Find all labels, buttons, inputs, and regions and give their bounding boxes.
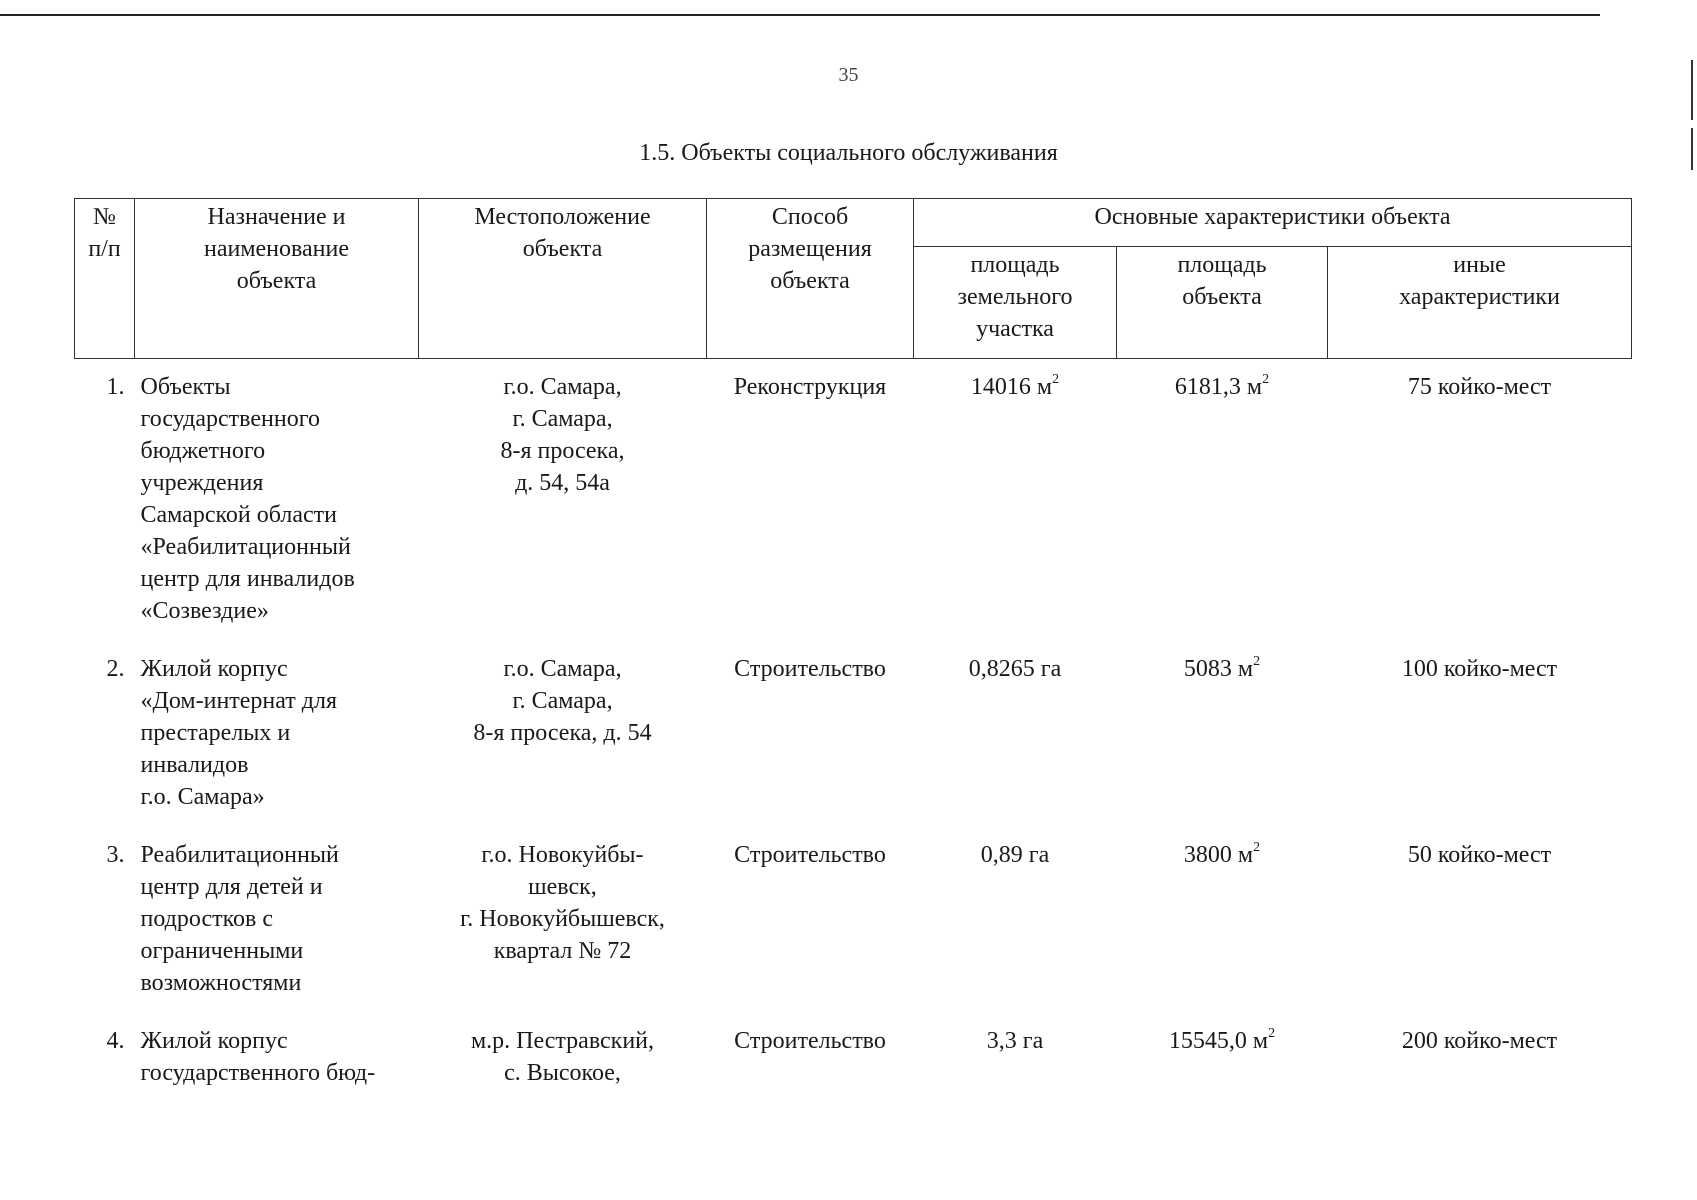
- object-location: г.о. Самара, г. Самара, 8-я просека, д. 54, 54а: [500, 374, 625, 496]
- object-area-unit-exponent: 2: [1253, 654, 1261, 669]
- header-main-characteristics: Основные характеристики объекта: [914, 199, 1632, 247]
- other-characteristics: 100 койко-мест: [1401, 656, 1558, 682]
- other-characteristics: 50 койко-мест: [1407, 842, 1552, 868]
- object-name: Объекты государственного бюджетного учреждения Самарской области «Реабилитационный центр для инвалидов «Созвездие»: [140, 374, 355, 624]
- object-location: г.о. Самара, г. Самара, 8-я просека, д. 54: [473, 656, 652, 746]
- land-area-value: 0,89 га: [980, 842, 1050, 868]
- land-area-cell: [914, 1013, 1117, 1103]
- land-area-value: 3,3 га: [986, 1028, 1044, 1054]
- object-area-unit-exponent: 2: [1262, 372, 1270, 387]
- header-object-area: площадь объекта: [1117, 247, 1328, 359]
- object-name: Жилой корпус «Дом-интернат для престарелых и инвалидов г.о. Самара»: [140, 656, 338, 810]
- header-location: Местоположение объекта: [419, 199, 707, 359]
- object-name: Реабилитационный центр для детей и подростков с ограниченными возможностями: [140, 842, 339, 996]
- land-area-value: 14016 м: [970, 374, 1053, 400]
- placement-method: Строительство: [734, 656, 886, 682]
- object-name: Жилой корпус государственного бюд-: [140, 1028, 376, 1086]
- other-characteristics: 75 койко-мест: [1407, 374, 1552, 400]
- object-area-cell: [1117, 1013, 1328, 1103]
- other-characteristics: 200 койко-мест: [1401, 1028, 1558, 1054]
- object-area-unit-exponent: 2: [1268, 1026, 1276, 1041]
- object-area-value: 6181,3 м: [1174, 374, 1263, 400]
- header-number: № п/п: [75, 199, 135, 359]
- placement-method: Строительство: [734, 1028, 886, 1054]
- object-location: г.о. Новокуйбы- шевск, г. Новокуйбышевск, квартал № 72: [460, 842, 665, 964]
- object-area-cell: [1117, 641, 1328, 827]
- placement-method: Строительство: [734, 842, 886, 868]
- row-number: 2.: [106, 656, 125, 682]
- object-area-value: 3800 м: [1183, 842, 1254, 868]
- object-area-unit-exponent: 2: [1253, 840, 1261, 855]
- table-row: [75, 359, 1632, 642]
- placement-method: Реконструкция: [733, 374, 887, 400]
- table-row: [75, 1013, 1632, 1103]
- row-number: 1.: [106, 374, 125, 400]
- section-title: 1.5. Объекты социального обслуживания: [639, 140, 1058, 166]
- row-number: 3.: [106, 842, 125, 868]
- land-area-cell: [914, 359, 1117, 642]
- header-land-area: площадь земельного участка: [914, 247, 1117, 359]
- row-number: 4.: [106, 1028, 125, 1054]
- object-location: м.р. Пестравский, с. Высокое,: [470, 1028, 655, 1086]
- top-border-line: [0, 14, 1600, 16]
- object-area-cell: [1117, 827, 1328, 1013]
- object-area-value: 15545,0 м: [1168, 1028, 1269, 1054]
- table-row: [75, 827, 1632, 1013]
- header-other-characteristics: иные характеристики: [1328, 247, 1632, 359]
- land-area-value: 0,8265 га: [968, 656, 1062, 682]
- object-area-value: 5083 м: [1183, 656, 1254, 682]
- land-area-unit-exponent: 2: [1052, 372, 1060, 387]
- table-row: [75, 641, 1632, 827]
- land-area-cell: [914, 641, 1117, 827]
- header-name: Назначение и наименование объекта: [135, 199, 419, 359]
- social-facilities-table: [74, 198, 1632, 1103]
- page-number: 35: [838, 64, 859, 86]
- land-area-cell: [914, 827, 1117, 1013]
- object-area-cell: [1117, 359, 1328, 642]
- header-placement-method: Способ размещения объекта: [707, 199, 914, 359]
